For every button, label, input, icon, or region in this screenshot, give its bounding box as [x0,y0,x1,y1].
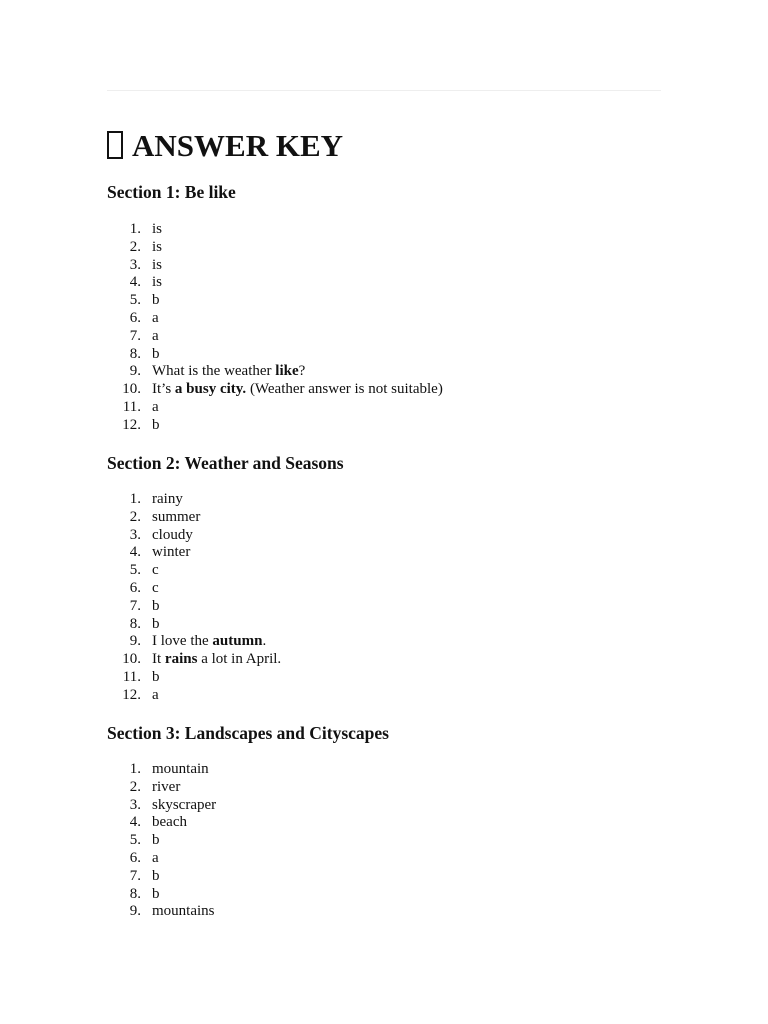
answer-item [107,544,281,562]
answer-fragment: b [152,292,160,309]
answer-text [152,381,443,399]
answer-number: 12. [122,686,141,703]
answer-text [152,346,160,364]
answer-fragment: c [152,579,159,596]
answer-item [107,562,281,580]
answer-number: 4. [129,274,141,291]
section-2-answer-list [107,491,281,705]
answer-number: 7. [129,597,141,614]
answer-item [107,669,281,687]
answer-text [152,832,160,850]
answer-text [152,616,160,634]
answer-fragment: (Weather answer is not suitable) [246,381,443,398]
answer-item [107,509,281,527]
answer-keyword: a busy city. [174,381,247,398]
answer-text [152,221,162,239]
answer-text [152,328,159,346]
answer-text [152,544,190,562]
answer-item [107,363,443,381]
answer-number: 8. [129,345,141,362]
answer-fragment: a [152,309,159,326]
answer-number: 5. [129,562,141,579]
section-1-answer-list [107,221,443,435]
answer-number: 1. [129,491,141,507]
top-divider [107,90,661,91]
answer-number: 4. [129,814,141,831]
answer-item [107,527,281,545]
answer-fragment: is [152,221,163,237]
answer-number: 1. [129,761,141,777]
answer-number: 11. [122,398,141,415]
answer-item [107,257,443,275]
answer-item [107,797,216,815]
section-3-heading: Section 3: Landscapes and Cityscapes [107,723,389,743]
answer-number: 5. [129,832,141,849]
answer-item [107,310,443,328]
answer-text [152,527,193,545]
answer-item [107,292,443,310]
answer-text [152,868,160,886]
answer-number: 7. [129,867,141,884]
key-emoji-icon [107,131,123,159]
answer-item [107,346,443,364]
answer-item [107,903,216,921]
answer-item [107,580,281,598]
answer-fragment: beach [152,814,187,831]
answer-fragment: It’s [152,381,175,398]
answer-text [152,598,160,616]
answer-keyword: rains [164,651,198,668]
answer-fragment: b [152,885,160,902]
answer-fragment: is [152,256,163,273]
answer-text [152,651,281,669]
answer-number: 5. [129,292,141,309]
answer-number: 9. [129,903,141,920]
answer-number: 3. [129,796,141,813]
answer-item [107,850,216,868]
answer-item [107,633,281,651]
answer-fragment: a [152,849,159,866]
answer-fragment: c [152,562,159,579]
answer-text [152,310,159,328]
answer-fragment: . [262,633,267,650]
answer-number: 4. [129,544,141,561]
answer-item [107,616,281,634]
answer-number: 2. [129,508,141,525]
answer-item [107,832,216,850]
answer-fragment: winter [152,544,191,561]
page-title [107,126,343,166]
answer-fragment: I love the [152,633,213,650]
answer-text [152,417,160,435]
answer-item [107,687,281,705]
answer-fragment: is [152,274,163,291]
answer-item [107,651,281,669]
answer-fragment: a [152,686,159,703]
answer-text [152,257,162,275]
answer-item [107,274,443,292]
answer-number: 2. [129,778,141,795]
answer-fragment: summer [152,508,201,525]
answer-item [107,381,443,399]
answer-text [152,850,159,868]
answer-fragment: What is the weather [152,363,276,380]
section-3-answer-list [107,761,216,921]
answer-fragment: mountains [152,903,215,920]
answer-fragment: b [152,345,160,362]
answer-fragment: is [152,238,163,255]
answer-item [107,598,281,616]
answer-number: 6. [129,849,141,866]
answer-text [152,239,162,257]
answer-text [152,274,162,292]
answer-number: 9. [129,633,141,650]
answer-fragment: b [152,668,160,685]
answer-text [152,669,160,687]
answer-number: 11. [122,668,141,685]
answer-number: 12. [122,416,141,433]
answer-fragment: mountain [152,761,209,777]
answer-number: 1. [129,221,141,237]
answer-item [107,761,216,779]
answer-fragment: b [152,615,160,632]
answer-fragment: ? [298,363,306,380]
answer-item [107,221,443,239]
answer-text [152,797,216,815]
answer-keyword: like [275,363,299,380]
answer-item [107,491,281,509]
answer-item [107,814,216,832]
answer-fragment: rainy [152,491,183,507]
answer-text [152,363,305,381]
answer-fragment: b [152,597,160,614]
answer-text [152,580,159,598]
answer-text [152,292,160,310]
answer-number: 3. [129,526,141,543]
answer-text [152,903,215,921]
answer-item [107,399,443,417]
answer-text [152,562,159,580]
answer-text [152,687,159,705]
answer-item [107,328,443,346]
answer-item [107,417,443,435]
answer-fragment: a [152,398,159,415]
answer-keyword: autumn [212,633,263,650]
answer-number: 8. [129,885,141,902]
answer-text [152,761,209,779]
answer-text [152,633,266,651]
answer-fragment: cloudy [152,526,193,543]
answer-number: 3. [129,256,141,273]
answer-fragment: skyscraper [152,796,217,813]
answer-number: 7. [129,327,141,344]
answer-item [107,779,216,797]
answer-text [152,886,160,904]
answer-number: 9. [129,363,141,380]
section-2-heading: Section 2: Weather and Seasons [107,453,344,473]
answer-item [107,868,216,886]
answer-number: 6. [129,579,141,596]
section-1-heading: Section 1: Be like [107,182,236,202]
answer-fragment: river [152,778,181,795]
answer-fragment: b [152,832,160,849]
answer-number: 10. [122,381,141,398]
answer-number: 2. [129,238,141,255]
answer-number: 10. [122,651,141,668]
answer-item [107,239,443,257]
answer-fragment: a lot in April. [197,651,282,668]
page-title-text: ANSWER KEY [132,128,344,163]
answer-text [152,509,200,527]
answer-fragment: b [152,867,160,884]
answer-fragment: a [152,327,159,344]
answer-item [107,886,216,904]
answer-fragment: It [152,651,165,668]
answer-fragment: b [152,416,160,433]
answer-text [152,491,183,509]
answer-number: 6. [129,309,141,326]
answer-text [152,779,180,797]
answer-text [152,814,187,832]
answer-number: 8. [129,615,141,632]
answer-text [152,399,159,417]
